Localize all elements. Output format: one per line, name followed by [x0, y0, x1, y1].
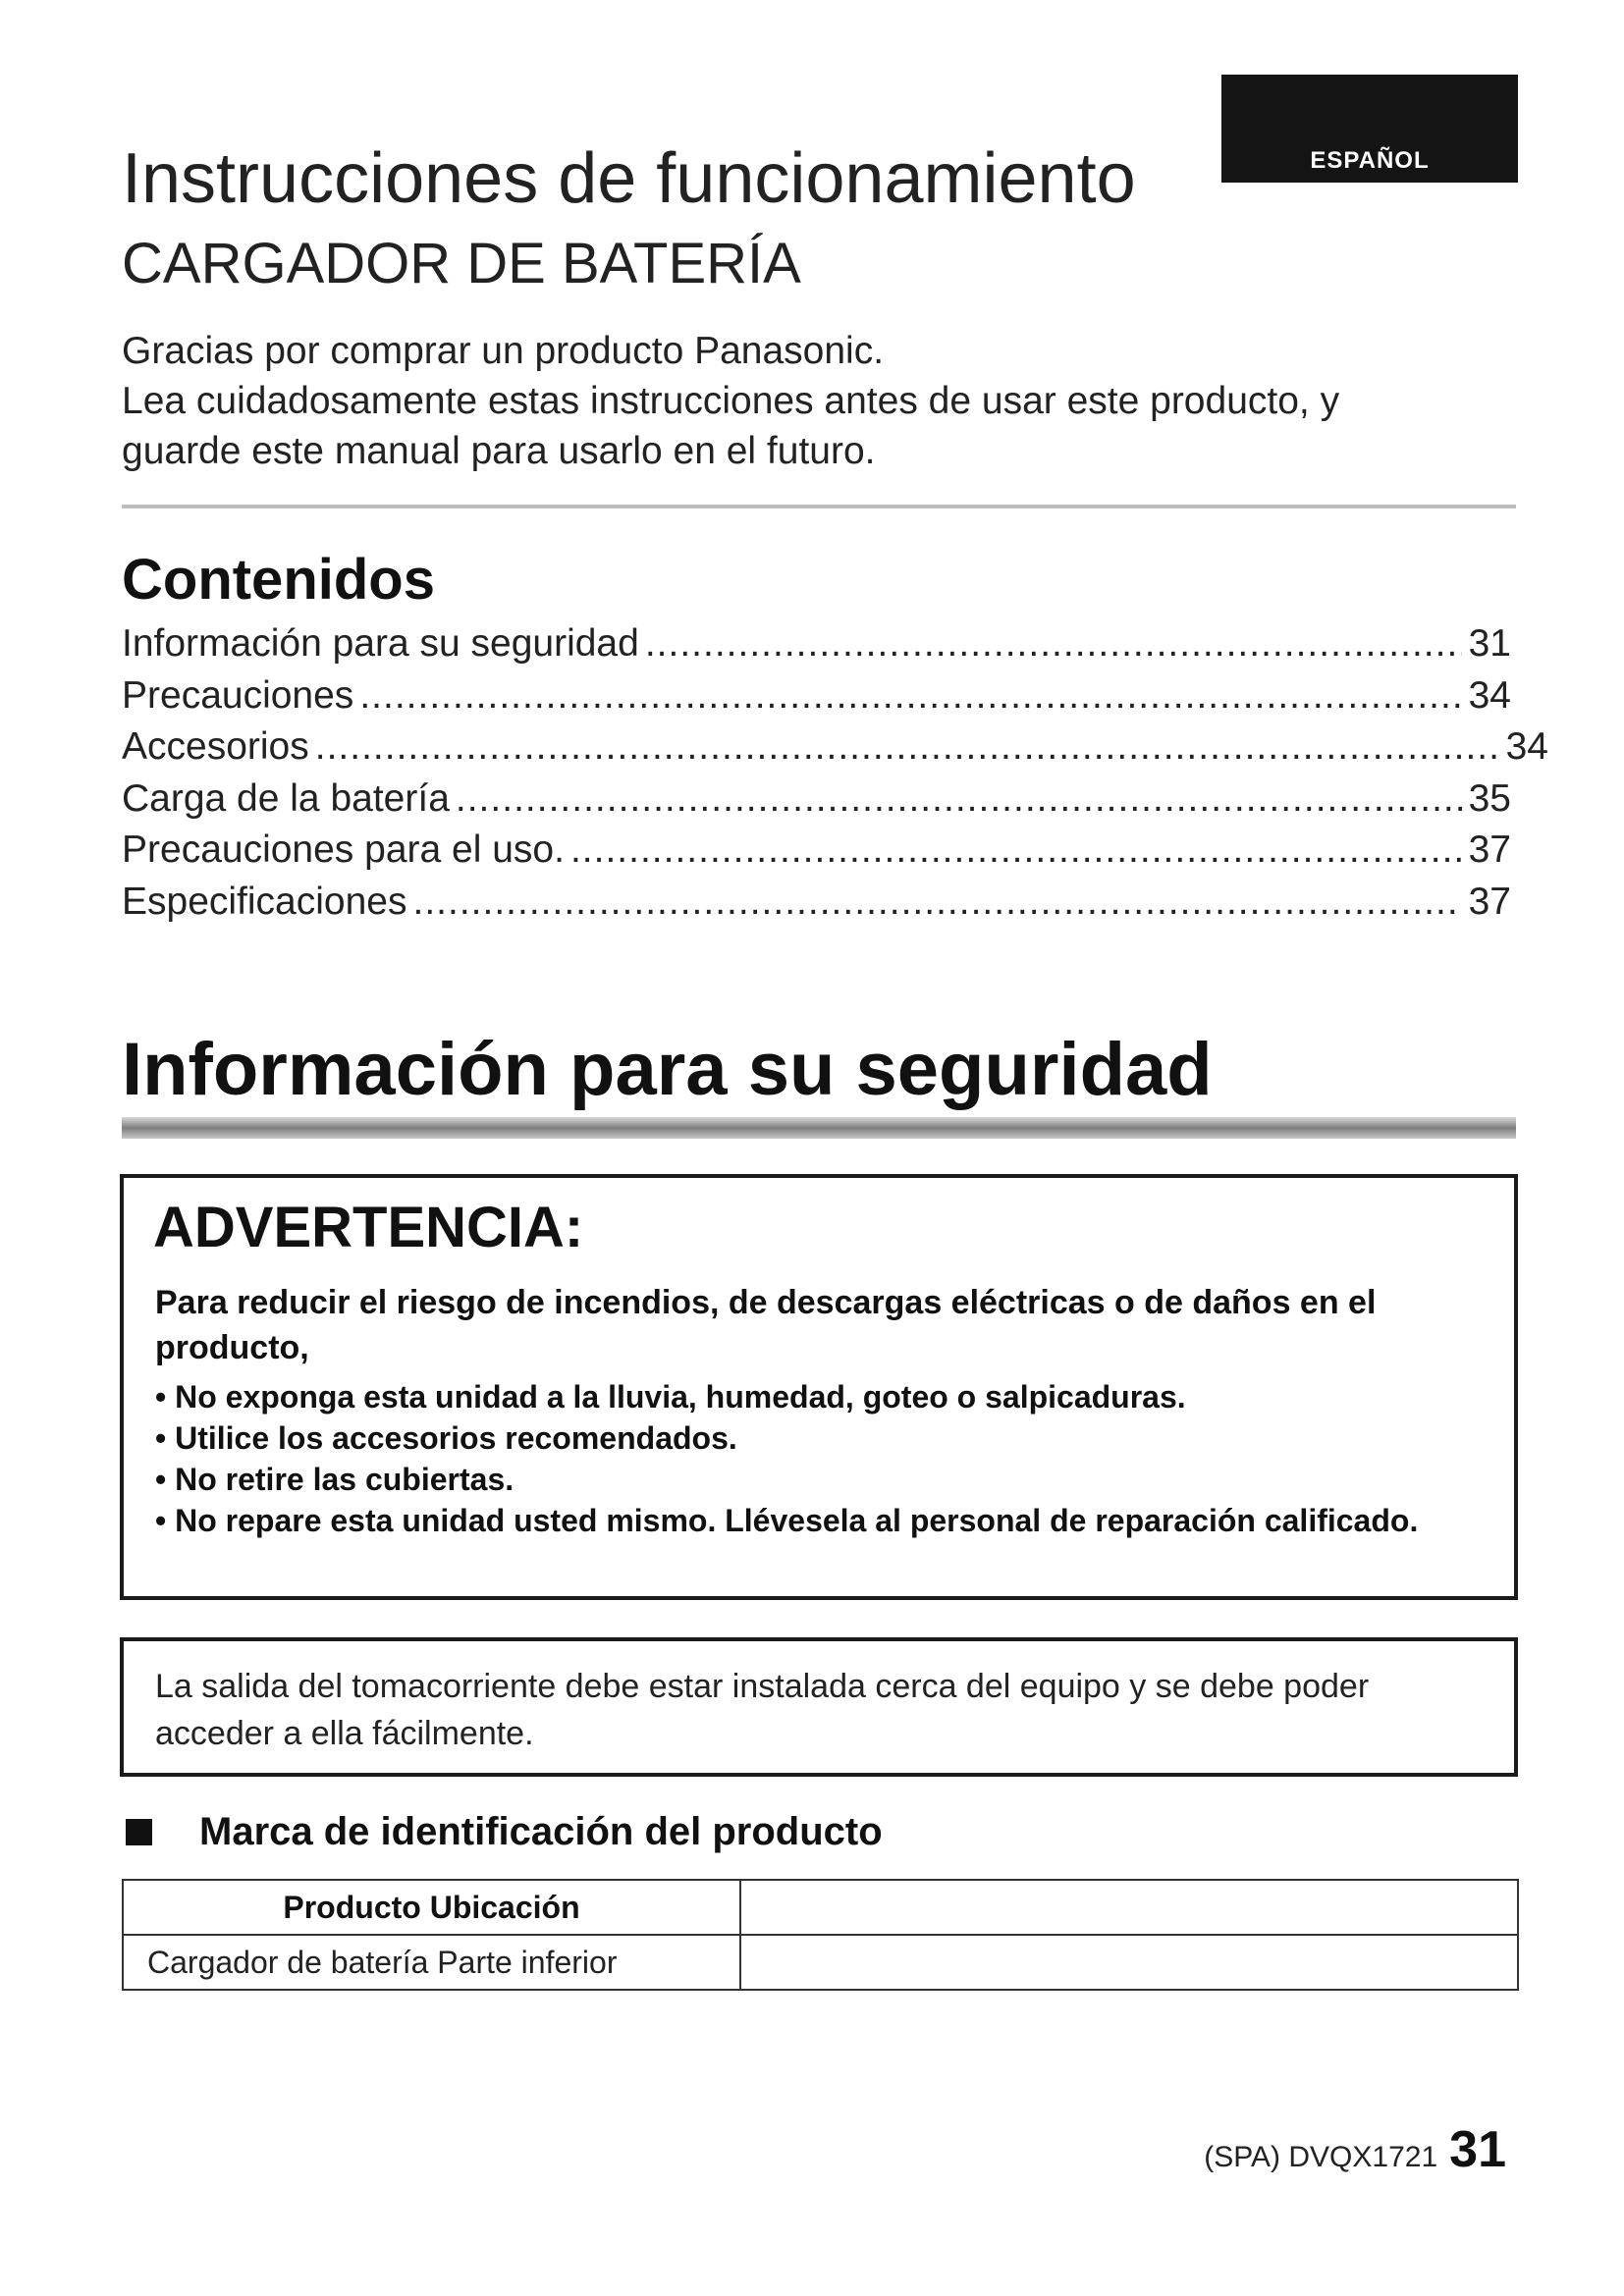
warning-list [155, 1376, 1490, 1541]
language-label: ESPAÑOL [1310, 147, 1430, 174]
product-mark-table [122, 1879, 1519, 1991]
warning-title: ADVERTENCIA: [153, 1196, 584, 1259]
warning-box [120, 1174, 1518, 1600]
intro-line: Lea cuidadosamente estas instrucciones antes de usar este producto, y [122, 380, 1340, 422]
toc-leader-dots [412, 877, 1462, 929]
toc-item-label: Carga de la batería [122, 776, 450, 820]
toc-item-page: 34 [1468, 673, 1511, 717]
language-tab [1221, 75, 1518, 183]
toc-item-label: Especificaciones [122, 880, 407, 923]
intro-line: guarde este manual para usarlo en el futuro. [122, 430, 876, 472]
toc-item-page: 37 [1468, 880, 1511, 923]
intro-line: Gracias por comprar un producto Panasonic. [122, 330, 885, 372]
toc-leader-dots [570, 825, 1462, 877]
warning-bullet: • Utilice los accesorios recomendados. [155, 1417, 1490, 1459]
outlet-note-box [120, 1637, 1518, 1777]
toc-item-page: 35 [1468, 776, 1511, 820]
toc-item-label: Precauciones [122, 673, 354, 717]
toc-item[interactable] [122, 618, 1511, 670]
toc-item[interactable] [122, 825, 1511, 877]
page-number: 31 [1449, 2121, 1506, 2178]
toc-item[interactable] [122, 877, 1511, 929]
toc-item-label: Precauciones para el uso. [122, 828, 565, 871]
toc-item-page: 31 [1468, 622, 1511, 665]
table-header-row [123, 1880, 1518, 1935]
contents-heading: Contenidos [122, 548, 435, 612]
safety-heading-bar [122, 1117, 1516, 1139]
toc-item[interactable] [122, 721, 1548, 774]
table-header-cell: Producto Ubicación [123, 1880, 740, 1935]
toc-item-page: 37 [1468, 828, 1511, 871]
document-code: (SPA) DVQX1721 [1204, 2141, 1438, 2173]
black-square-icon [126, 1819, 152, 1845]
toc-item-label: Información para su seguridad [122, 622, 639, 665]
page-footer [1204, 2120, 1506, 2179]
toc-leader-dots [315, 721, 1499, 774]
toc-item-label: Accesorios [122, 725, 309, 768]
table-cell [740, 1935, 1518, 1990]
section-divider [122, 505, 1516, 508]
toc-leader-dots [456, 774, 1462, 826]
table-of-contents [122, 618, 1548, 928]
product-mark-heading-text: Marca de identificación del producto [199, 1810, 883, 1853]
warning-bullet: • No retire las cubiertas. [155, 1459, 1490, 1500]
toc-item[interactable] [122, 670, 1511, 722]
toc-item[interactable] [122, 774, 1511, 826]
warning-bullet: • No exponga esta unidad a la lluvia, humedad, goteo o salpicaduras. [155, 1376, 1490, 1417]
product-mark-heading [122, 1808, 883, 1855]
document-title: Instrucciones de funcionamiento [122, 139, 1136, 218]
table-cell: Cargador de batería Parte inferior [123, 1935, 740, 1990]
table-row [123, 1935, 1518, 1990]
toc-leader-dots [359, 670, 1462, 722]
safety-heading: Información para su seguridad [122, 1028, 1213, 1111]
warning-lead: Para reducir el riesgo de incendios, de descargas eléctricas o de daños en el producto, [155, 1284, 1377, 1366]
document-subtitle: CARGADOR DE BATERÍA [122, 232, 801, 295]
table-header-cell [740, 1880, 1518, 1935]
intro-paragraph [122, 326, 1516, 476]
warning-bullet: • No repare esta unidad usted mismo. Llévesela al personal de reparación calificado. [155, 1500, 1490, 1541]
toc-leader-dots [645, 618, 1462, 670]
toc-item-page: 34 [1505, 725, 1548, 768]
outlet-note-text: La salida del tomacorriente debe estar instalada cerca del equipo y se debe poder acceder a ella fácilmente. [155, 1668, 1370, 1752]
